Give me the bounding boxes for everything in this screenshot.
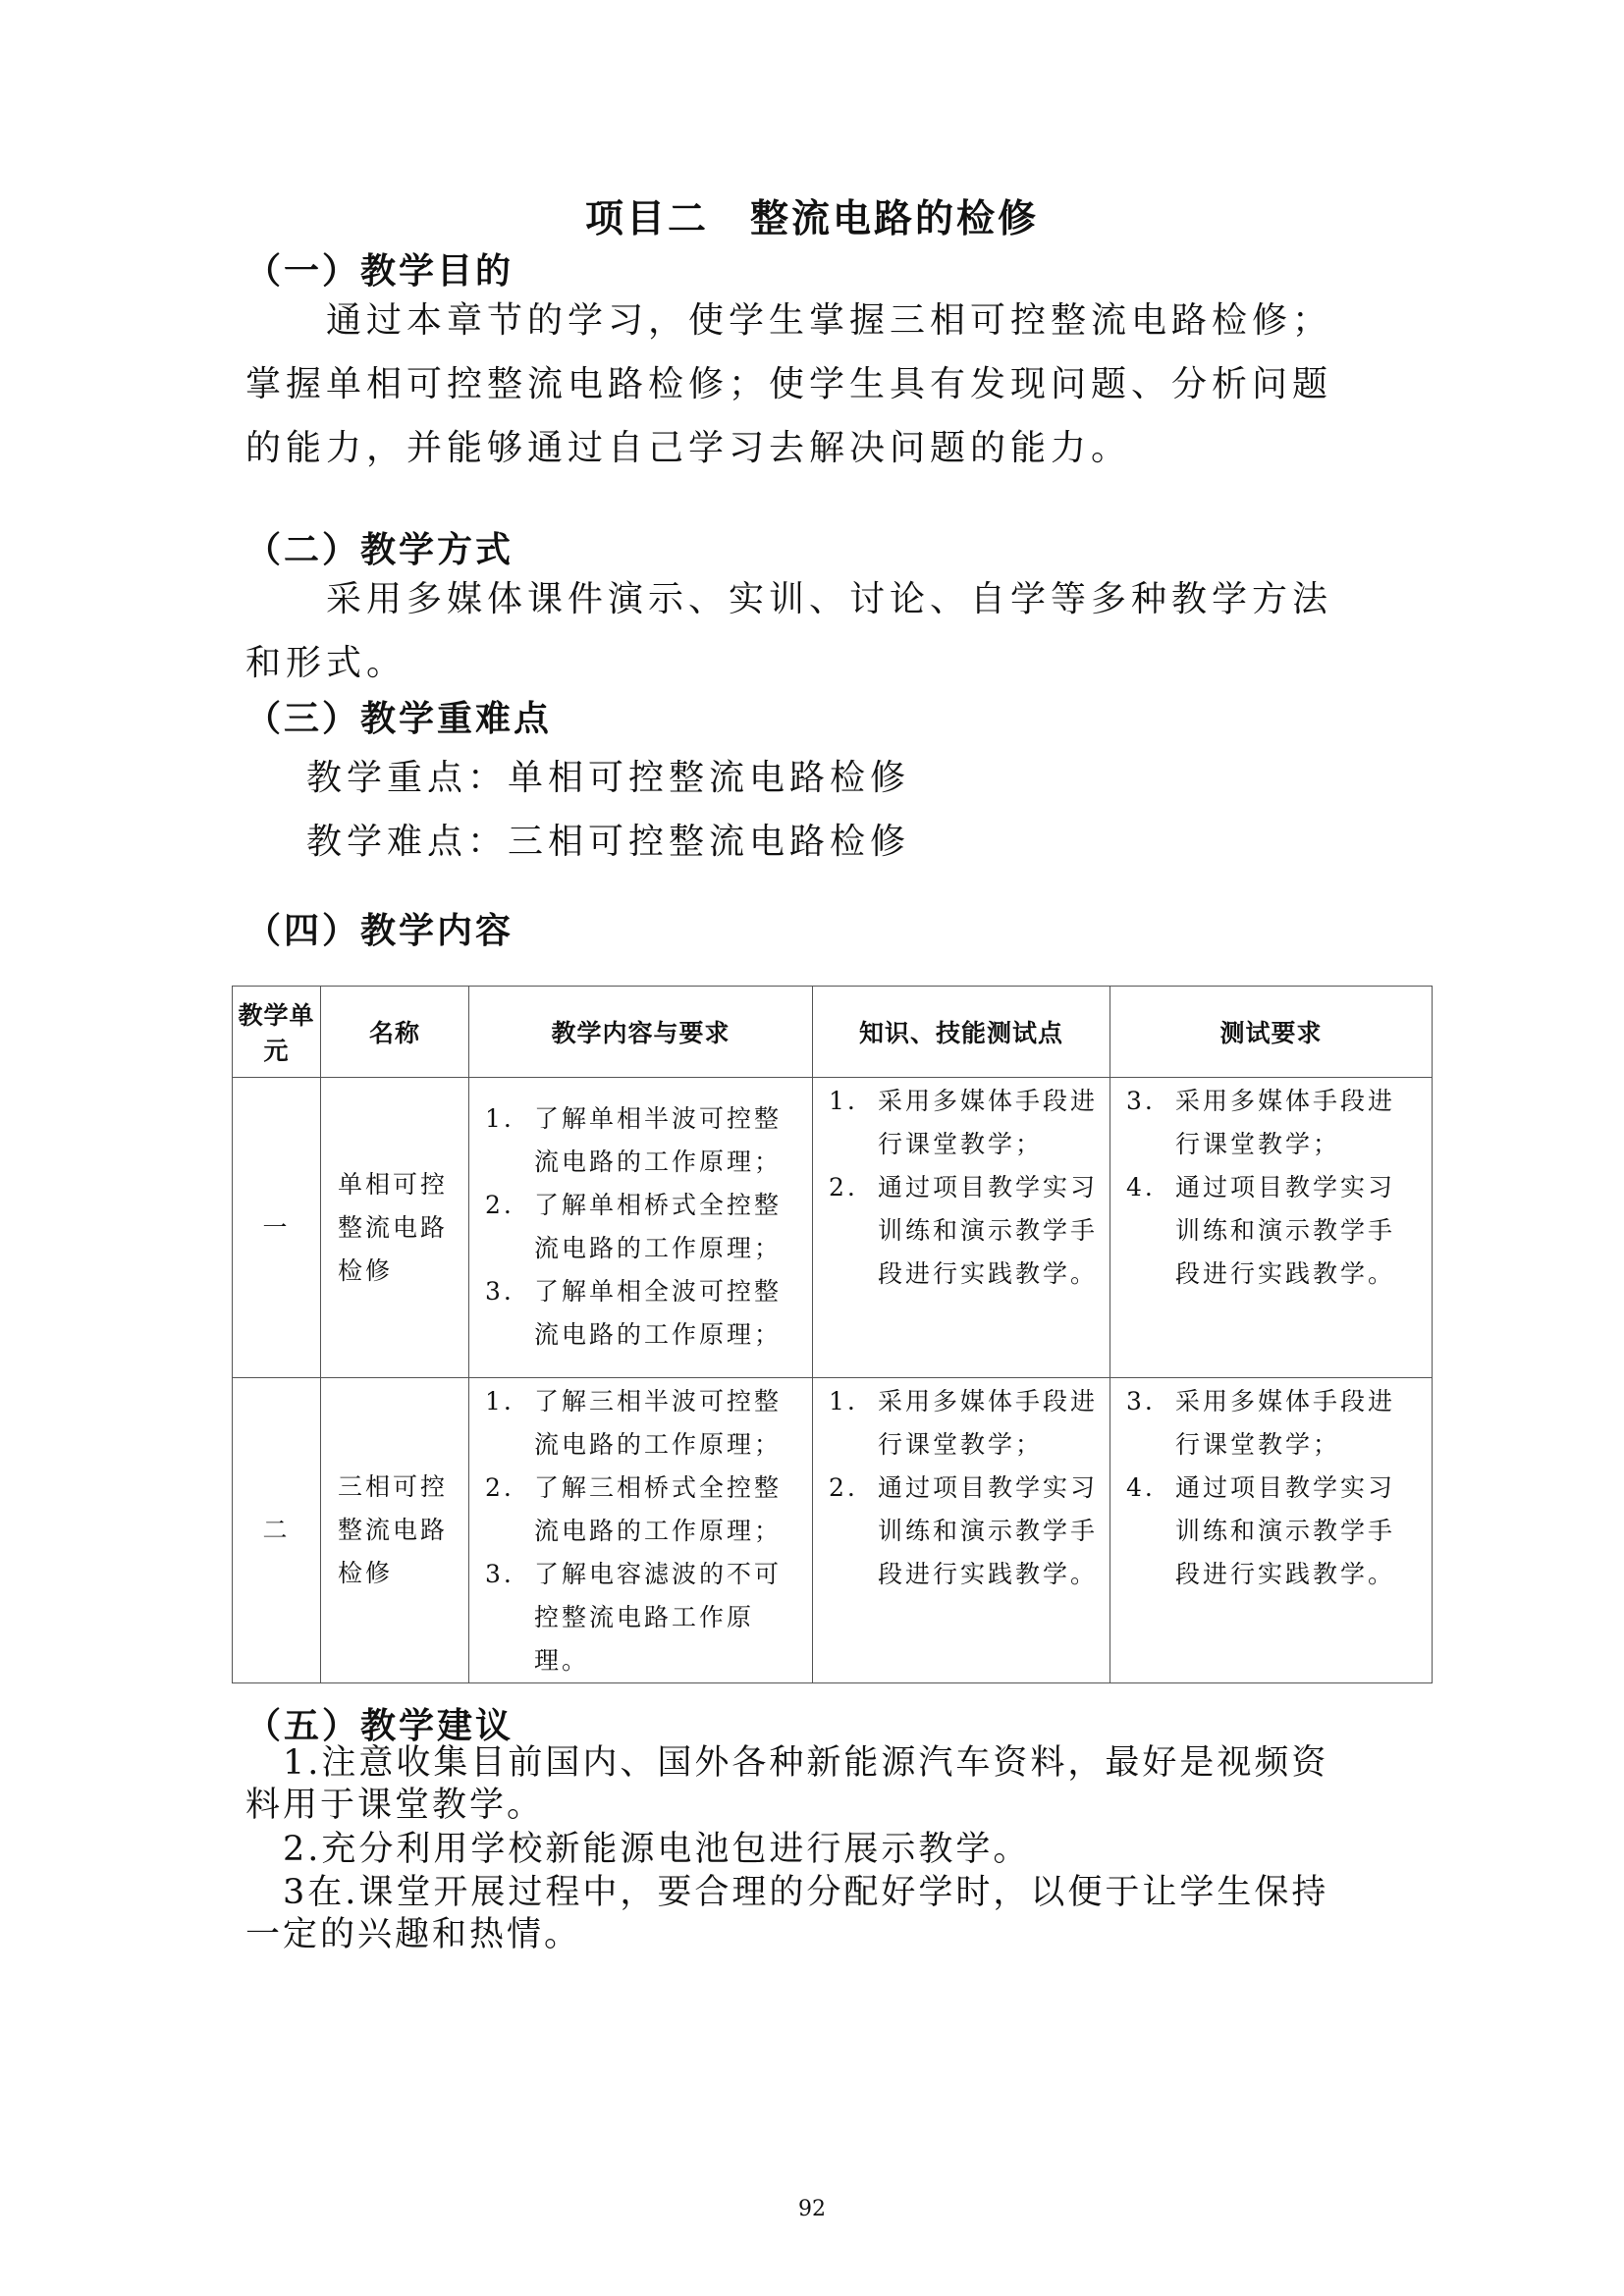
table-row bbox=[233, 1378, 1433, 1683]
list-item: 3. 采用多媒体手段进行课堂教学； bbox=[1126, 1387, 1396, 1459]
list-item: 4. 通过项目教学实习训练和演示教学手段进行实践教学。 bbox=[1126, 1473, 1396, 1588]
table-row bbox=[233, 1078, 1433, 1378]
name-cell: 单相可控整流电路检修 bbox=[321, 1078, 469, 1378]
list-item: 1. 了解单相半波可控整流电路的工作原理； bbox=[485, 1104, 783, 1176]
section-heading-objectives: （一）教学目的 bbox=[245, 251, 514, 292]
knowledge-cell bbox=[813, 1078, 1110, 1378]
list-item: 4. 通过项目教学实习训练和演示教学手段进行实践教学。 bbox=[1126, 1173, 1396, 1288]
page-number: 92 bbox=[798, 2197, 826, 2221]
key-point-line: 教学重点：单相可控整流电路检修 bbox=[306, 758, 911, 798]
list-item: 1. 采用多媒体手段进行课堂教学； bbox=[829, 1387, 1099, 1459]
list-item: 3. 了解单相全波可控整流电路的工作原理； bbox=[485, 1277, 783, 1349]
page-title: 项目二 整流电路的检修 bbox=[584, 197, 1039, 241]
content-cell bbox=[469, 1078, 813, 1378]
test-cell bbox=[1110, 1378, 1433, 1683]
section-heading-content: （四）教学内容 bbox=[245, 911, 514, 951]
suggestion-item-2: 2.充分利用学校新能源电池包进行展示教学。 bbox=[245, 1830, 1031, 1869]
name-cell: 三相可控整流电路检修 bbox=[321, 1378, 469, 1683]
list-item: 2. 通过项目教学实习训练和演示教学手段进行实践教学。 bbox=[829, 1473, 1099, 1588]
content-cell bbox=[469, 1378, 813, 1683]
methods-paragraph: 采用多媒体课件演示、实训、讨论、自学等多种教学方法和形式。 bbox=[245, 579, 1333, 683]
unit-cell: 二 bbox=[233, 1378, 321, 1683]
list-item: 2. 了解单相桥式全控整流电路的工作原理； bbox=[485, 1191, 783, 1262]
suggestion-item-1: 1.注意收集目前国内、国外各种新能源汽车资料，最好是视频资料用于课堂教学。 bbox=[245, 1743, 1329, 1825]
header-test: 测试要求 bbox=[1110, 987, 1433, 1078]
list-item: 3. 采用多媒体手段进行课堂教学； bbox=[1126, 1087, 1396, 1158]
list-item: 1. 了解三相半波可控整流电路的工作原理； bbox=[485, 1387, 783, 1459]
table-header-row bbox=[233, 987, 1433, 1078]
header-content: 教学内容与要求 bbox=[469, 987, 813, 1078]
section-heading-key-points: （三）教学重难点 bbox=[245, 699, 553, 739]
section-heading-methods: （二）教学方式 bbox=[245, 530, 514, 570]
teaching-content-table bbox=[232, 986, 1433, 1683]
header-name: 名称 bbox=[321, 987, 469, 1078]
difficult-point-line: 教学难点：三相可控整流电路检修 bbox=[306, 822, 911, 862]
suggestion-item-3: 3在.课堂开展过程中，要合理的分配好学时，以便于让学生保持一定的兴趣和热情。 bbox=[245, 1873, 1329, 1954]
unit-cell: 一 bbox=[233, 1078, 321, 1378]
list-item: 1. 采用多媒体手段进行课堂教学； bbox=[829, 1087, 1099, 1158]
knowledge-cell bbox=[813, 1378, 1110, 1683]
test-cell bbox=[1110, 1078, 1433, 1378]
list-item: 2. 通过项目教学实习训练和演示教学手段进行实践教学。 bbox=[829, 1173, 1099, 1288]
header-knowledge: 知识、技能测试点 bbox=[813, 987, 1110, 1078]
section-heading-suggestions: （五）教学建议 bbox=[245, 1706, 514, 1746]
header-unit: 教学单元 bbox=[233, 987, 321, 1078]
list-item: 3. 了解电容滤波的不可控整流电路工作原理。 bbox=[485, 1560, 783, 1675]
list-item: 2. 了解三相桥式全控整流电路的工作原理； bbox=[485, 1473, 783, 1545]
objectives-paragraph: 通过本章节的学习，使学生掌握三相可控整流电路检修；掌握单相可控整流电路检修；使学生具有发现问题、分析问题的能力，并能够通过自己学习去解决问题的能力。 bbox=[245, 300, 1333, 468]
